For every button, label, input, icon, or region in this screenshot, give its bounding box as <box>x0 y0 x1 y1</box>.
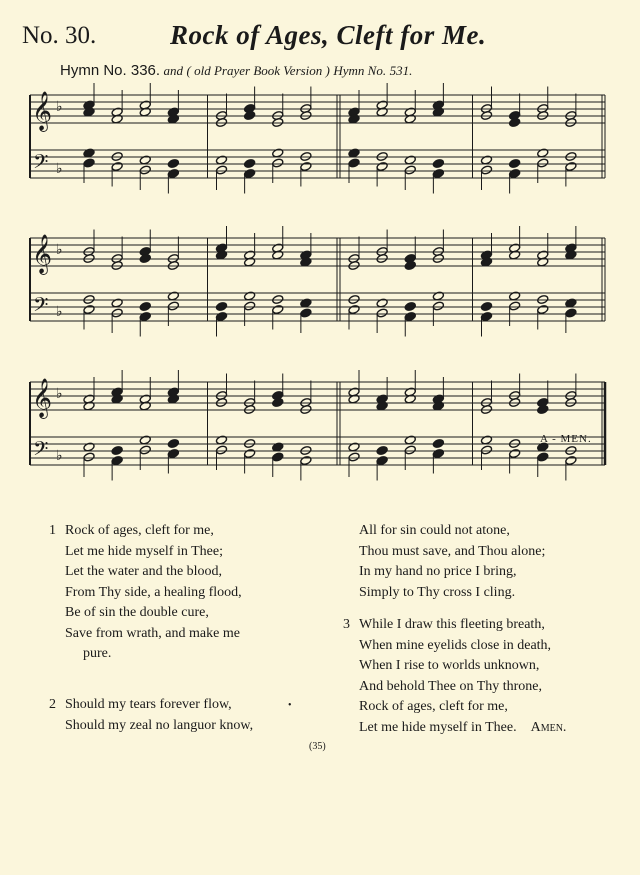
note-head <box>139 302 151 312</box>
stanza-number: 3 <box>343 617 350 632</box>
note-head <box>111 446 123 456</box>
note-head <box>432 301 444 311</box>
note-head <box>83 158 95 168</box>
note-head <box>244 449 256 459</box>
note-head <box>376 456 388 466</box>
note-head <box>167 301 179 311</box>
hymn-number: No. 30. <box>22 22 97 49</box>
note-head <box>404 165 416 175</box>
note-head <box>509 301 521 311</box>
stanza-line: Let me hide myself in Thee; <box>65 543 223 559</box>
note-head <box>432 159 444 169</box>
note-head <box>139 312 151 322</box>
note-head <box>111 162 123 172</box>
stanza-number: 2 <box>49 697 56 712</box>
stanza-line: When mine eyelids close in death, <box>359 637 552 653</box>
note-head <box>537 305 549 315</box>
note-head <box>565 162 577 172</box>
note-head <box>480 302 492 312</box>
note-head <box>432 449 444 459</box>
note-head <box>348 452 360 462</box>
note-head <box>300 162 312 172</box>
note-head <box>537 158 549 168</box>
note-head <box>376 162 388 172</box>
note-head <box>480 165 492 175</box>
stanza-line: When I rise to worlds unknown, <box>359 658 540 673</box>
note-head <box>244 159 256 169</box>
stanza-line: Be of sin the double cure, <box>65 605 209 620</box>
stanza-line: Should my zeal no languor know, <box>65 717 254 733</box>
treble-clef-icon: 𝄞 <box>32 91 53 131</box>
treble-clef-icon: 𝄞 <box>32 378 53 418</box>
note-head <box>480 445 492 455</box>
hymn-title: Rock of Ages, Cleft for Me. <box>170 20 487 50</box>
note-head <box>432 169 444 179</box>
note-head <box>139 445 151 455</box>
page-number: (35) <box>309 741 326 752</box>
note-head <box>215 302 227 312</box>
note-head <box>139 165 151 175</box>
note-head <box>404 302 416 312</box>
stanza-line: In my hand no price I bring, <box>359 564 517 579</box>
note-head <box>480 312 492 322</box>
stanza-line-text: Let me hide myself in Thee. <box>359 719 517 735</box>
treble-clef-icon: 𝄞 <box>32 234 53 274</box>
note-head <box>215 445 227 455</box>
note-head <box>272 305 284 315</box>
note-head <box>432 439 444 449</box>
stanza-number: 1 <box>49 523 56 538</box>
stanza-line: Rock of ages, cleft for me, <box>359 699 508 714</box>
hymn-ref-primary: Hymn No. 336. <box>60 62 161 79</box>
stanza-line: All for sin could not atone, <box>359 523 510 538</box>
stanza-line: While I draw this fleeting breath, <box>359 617 545 632</box>
stanza-line: pure. <box>83 646 112 661</box>
note-head <box>404 312 416 322</box>
note-head <box>167 159 179 169</box>
note-head <box>215 165 227 175</box>
note-head <box>167 169 179 179</box>
stanza-line: And behold Thee on Thy throne, <box>359 678 543 694</box>
note-head <box>272 158 284 168</box>
stanza-line: Rock of ages, cleft for me, <box>65 523 214 538</box>
stanza-line: From Thy side, a healing flood, <box>65 584 242 600</box>
note-head <box>537 452 549 462</box>
flat-icon: ♭ <box>56 386 63 402</box>
note-head <box>272 452 284 462</box>
note-head <box>348 158 360 168</box>
hymn-ref-old-version: ( old Prayer Book Version ) <box>186 63 330 78</box>
hymn-ref-and: and <box>163 63 184 78</box>
amen-label: A - MEN. <box>540 433 592 445</box>
stanza-line <box>359 718 566 739</box>
note-head <box>244 301 256 311</box>
stanza-line: Thou must save, and Thou alone; <box>359 543 546 559</box>
hymn-ref-secondary-label: Hymn No. <box>333 63 387 78</box>
stanza-1 <box>49 521 242 665</box>
note-head <box>83 305 95 315</box>
hymn-ref-secondary-number: 531. <box>389 63 413 78</box>
stanza-line: Simply to Thy cross I cling. <box>359 584 516 600</box>
stanza-2 <box>49 695 254 736</box>
stanza-2-continued <box>359 521 545 603</box>
stanza-line: Should my tears forever flow, <box>65 697 232 712</box>
note-head <box>300 456 312 466</box>
flat-icon: ♭ <box>56 304 63 320</box>
flat-icon: ♭ <box>56 99 63 115</box>
note-head <box>111 456 123 466</box>
bass-clef-icon: 𝄢 <box>33 293 49 321</box>
note-head <box>83 452 95 462</box>
note-head <box>565 308 577 318</box>
stanza-line: Let the water and the blood, <box>65 564 223 579</box>
note-head <box>565 456 577 466</box>
note-head <box>167 449 179 459</box>
flat-icon: ♭ <box>56 448 63 464</box>
note-head <box>376 446 388 456</box>
bass-clef-icon: 𝄢 <box>33 437 49 465</box>
note-head <box>509 169 521 179</box>
stanza-3 <box>343 615 567 738</box>
bass-clef-icon: 𝄢 <box>33 150 49 178</box>
note-head <box>215 312 227 322</box>
note-head <box>300 308 312 318</box>
flat-icon: ♭ <box>56 161 63 177</box>
stanza-line: Save from wrath, and make me <box>65 625 240 641</box>
amen-word: Amen. <box>530 719 567 735</box>
stray-mark: • <box>288 700 292 711</box>
note-head <box>509 159 521 169</box>
note-head <box>348 305 360 315</box>
note-head <box>167 439 179 449</box>
note-head <box>509 449 521 459</box>
note-head <box>404 445 416 455</box>
note-head <box>244 169 256 179</box>
note-head <box>111 308 123 318</box>
flat-icon: ♭ <box>56 242 63 258</box>
note-head <box>376 308 388 318</box>
